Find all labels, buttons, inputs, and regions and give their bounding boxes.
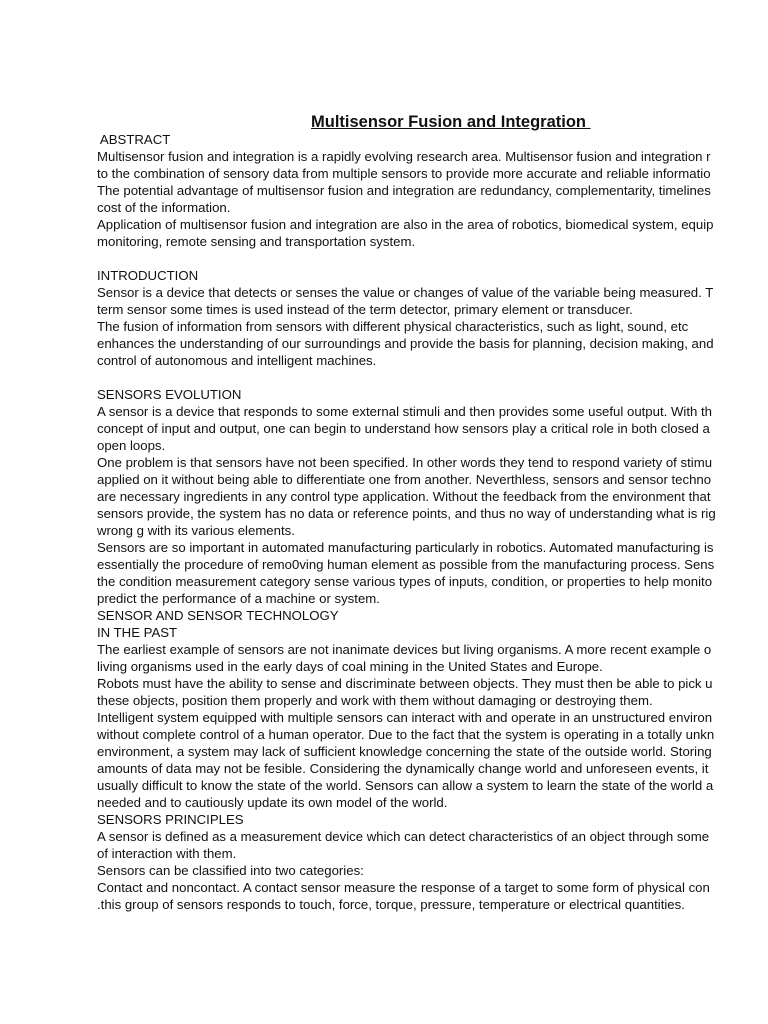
text-line: sensors provide, the system has no data or reference points, and thus no way of understanding what is rig xyxy=(97,506,716,521)
text-line: Multisensor fusion and integration is a rapidly evolving research area. Multisensor fusion and integration r xyxy=(97,149,711,164)
text-line: without complete control of a human operator. Due to the fact that the system is operating in a totally unkn xyxy=(97,727,715,742)
blank-line xyxy=(97,369,768,386)
document-title: Multisensor Fusion and Integration xyxy=(311,113,591,131)
text-line: essentially the procedure of remo0ving human element as possible from the manufacturing process. Sens xyxy=(97,557,715,572)
text-line: Contact and noncontact. A contact sensor measure the response of a target to some form of physical con xyxy=(97,880,710,895)
text-line: term sensor some times is used instead of the term detector, primary element or transducer. xyxy=(97,302,633,317)
text-line: these objects, position them properly and work with them without damaging or destroying them. xyxy=(97,693,653,708)
text-line: to the combination of sensory data from multiple sensors to provide more accurate and reliable informatio xyxy=(97,166,711,181)
text-line: enhances the understanding of our surroundings and provide the basis for planning, decision making, and xyxy=(97,336,714,351)
text-line: Sensors can be classified into two categories: xyxy=(97,863,364,878)
text-line: Robots must have the ability to sense and discriminate between objects. They must then be able to pick u xyxy=(97,676,713,691)
text-line: SENSORS PRINCIPLES xyxy=(97,812,244,827)
text-line: concept of input and output, one can begin to understand how sensors play a critical role in both closed a xyxy=(97,421,710,436)
text-line: Application of multisensor fusion and integration are also in the area of robotics, biomedical system, equip xyxy=(97,217,714,232)
text-line: SENSORS EVOLUTION xyxy=(97,387,242,402)
text-line: INTRODUCTION xyxy=(97,268,199,283)
text-line: Sensor is a device that detects or senses the value or changes of value of the variable being measured. T xyxy=(97,285,714,300)
text-line: amounts of data may not be fesible. Considering the dynamically change world and unforeseen events, it xyxy=(97,761,709,776)
text-line: The fusion of information from sensors with different physical characteristics, such as light, sound, etc xyxy=(97,319,689,334)
text-line: living organisms used in the early days of coal mining in the United States and Europe. xyxy=(97,659,603,674)
text-line: Sensors are so important in automated manufacturing particularly in robotics. Automated manufacturing is xyxy=(97,540,714,555)
text-line: The earliest example of sensors are not inanimate devices but living organisms. A more recent example o xyxy=(97,642,712,657)
text-line: open loops. xyxy=(97,438,166,453)
text-line: A sensor is defined as a measurement device which can detect characteristics of an object through some xyxy=(97,829,710,844)
text-line: IN THE PAST xyxy=(97,625,178,640)
text-line: needed and to cautiously update its own model of the world. xyxy=(97,795,448,810)
text-line: applied on it without being able to differentiate one from another. Neverthless, sensors and sensor techno xyxy=(97,472,712,487)
text-line: monitoring, remote sensing and transportation system. xyxy=(97,234,416,249)
text-line: are necessary ingredients in any control type application. Without the feedback from the environment that xyxy=(97,489,711,504)
blank-line xyxy=(97,250,768,267)
text-line: A sensor is a device that responds to some external stimuli and then provides some useful output. With th xyxy=(97,404,713,419)
text-line: The potential advantage of multisensor fusion and integration are redundancy, complementarity, timelines xyxy=(97,183,711,198)
document-body xyxy=(97,131,768,913)
text-line: usually difficult to know the state of the world. Sensors can allow a system to learn the state of the world a xyxy=(97,778,714,793)
text-line: of interaction with them. xyxy=(97,846,237,861)
text-line: Intelligent system equipped with multiple sensors can interact with and operate in an unstructured environ xyxy=(97,710,713,725)
text-line: control of autonomous and intelligent machines. xyxy=(97,353,377,368)
text-line: One problem is that sensors have not been specified. In other words they tend to respond variety of stimu xyxy=(97,455,713,470)
text-line: environment, a system may lack of sufficient knowledge concerning the state of the outside world. Storing xyxy=(97,744,712,759)
text-line: .this group of sensors responds to touch, force, torque, pressure, temperature or electrical quantities. xyxy=(97,897,685,912)
text-line: cost of the information. xyxy=(97,200,231,215)
text-line: wrong g with its various elements. xyxy=(97,523,295,538)
text-line: the condition measurement category sense various types of inputs, condition, or properties to help monito xyxy=(97,574,713,589)
text-line: predict the performance of a machine or system. xyxy=(97,591,380,606)
text-line: SENSOR AND SENSOR TECHNOLOGY xyxy=(97,608,339,623)
text-line: ABSTRACT xyxy=(97,132,171,147)
